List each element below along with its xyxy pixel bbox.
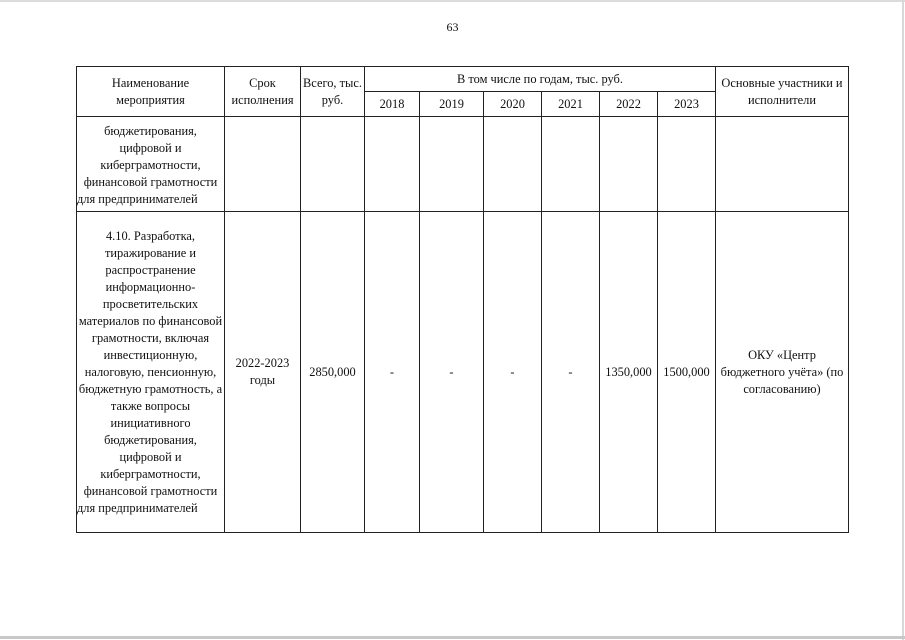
header-year-2023: 2023	[658, 92, 716, 117]
row-participants	[716, 117, 849, 212]
row-year-2020	[484, 117, 542, 212]
row-period	[225, 117, 301, 212]
row-description: 4.10. Разработка, тиражирование и распространение информационно-просветительских материалов по финансовой грамотности, включая инвестиционную, налоговую, пенсионную, бюджетную грамотность, а также вопросы инициативного бюджетирования, цифровой и киберграмотности, финансовой грамотности для предпринимателей	[77, 212, 225, 533]
header-name: Наименование мероприятия	[77, 67, 225, 117]
row-total	[301, 117, 365, 212]
header-year-2021: 2021	[542, 92, 600, 117]
row-year-2020: -	[484, 212, 542, 533]
row-year-2021	[542, 117, 600, 212]
header-participants: Основные участники и исполнители	[716, 67, 849, 117]
table-row	[77, 212, 849, 533]
header-year-2019: 2019	[420, 92, 484, 117]
header-period: Срок исполнения	[225, 67, 301, 117]
page-number: 63	[446, 20, 459, 34]
row-period: 2022-2023 годы	[225, 212, 301, 533]
row-year-2018: -	[365, 212, 420, 533]
row-year-2019	[420, 117, 484, 212]
table-row	[77, 117, 849, 212]
scan-top-edge	[0, 0, 905, 2]
header-total: Всего, тыс. руб.	[301, 67, 365, 117]
row-year-2018	[365, 117, 420, 212]
row-participants: ОКУ «Центр бюджетного учёта» (по согласованию)	[716, 212, 849, 533]
row-total: 2850,000	[301, 212, 365, 533]
header-year-2018: 2018	[365, 92, 420, 117]
row-year-2021: -	[542, 212, 600, 533]
header-year-2022: 2022	[600, 92, 658, 117]
scan-bottom-edge	[0, 636, 905, 639]
row-year-2019: -	[420, 212, 484, 533]
row-year-2022	[600, 117, 658, 212]
row-description: бюджетирования, цифровой и киберграмотности, финансовой грамотности для предпринимателей	[77, 117, 225, 212]
row-year-2023: 1500,000	[658, 212, 716, 533]
header-row-top	[77, 67, 849, 92]
header-year-2020: 2020	[484, 92, 542, 117]
scan-right-edge	[902, 0, 904, 640]
header-by-years: В том числе по годам, тыс. руб.	[365, 67, 716, 92]
measures-table	[76, 66, 849, 533]
row-year-2023	[658, 117, 716, 212]
row-year-2022: 1350,000	[600, 212, 658, 533]
